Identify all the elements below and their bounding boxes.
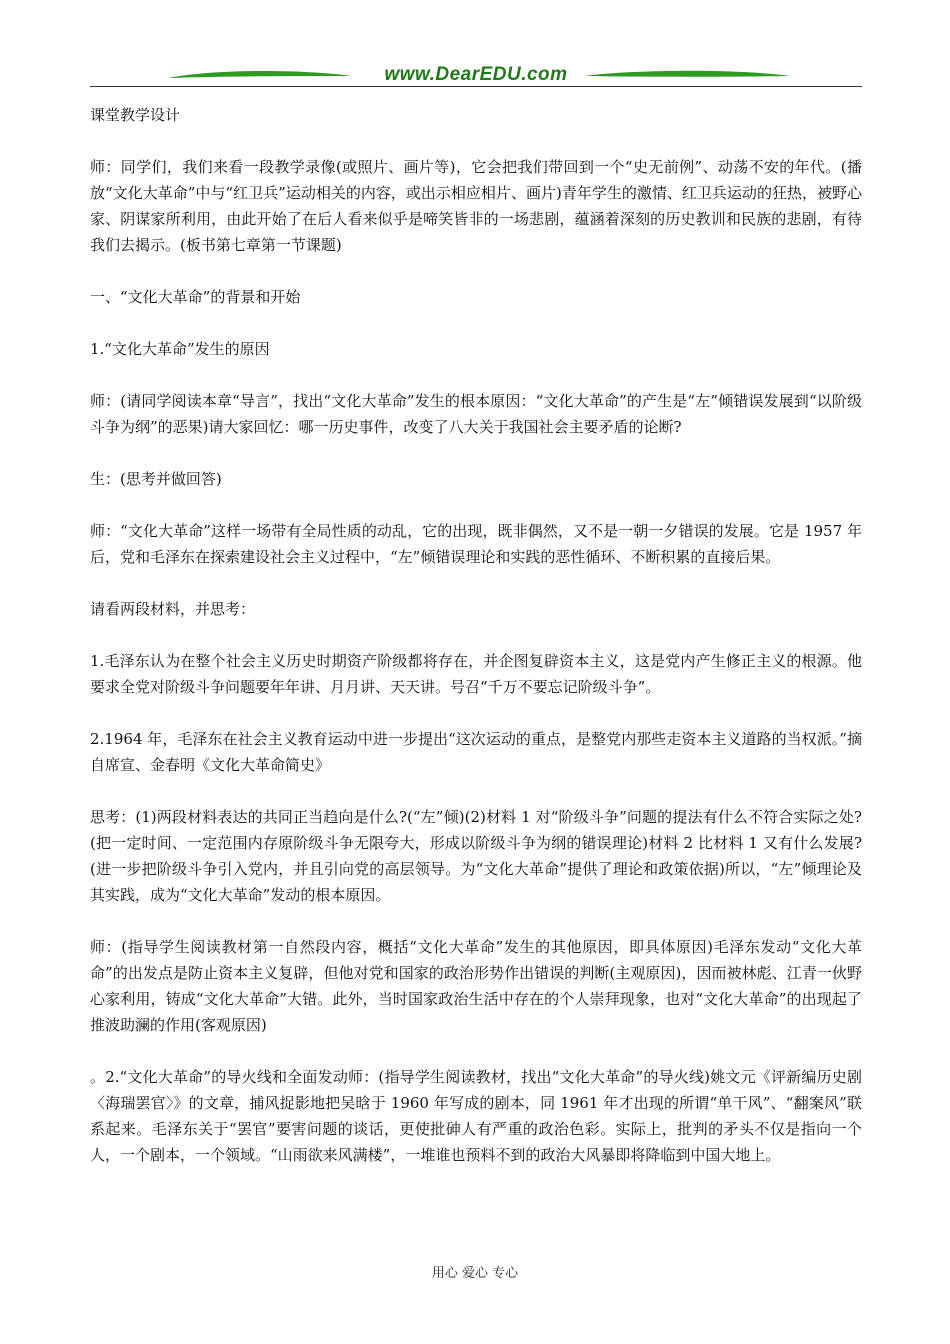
doc-title: 课堂教学设计 — [90, 106, 181, 124]
site-logo[interactable]: www.DearEDU.com — [384, 64, 568, 85]
paragraph: 。2.“文化大革命”的导火线和全面发动师：(指导学生阅读教材，找出“文化大革命”的导火线)姚文元《评新编历史剧〈海瑞罢官〉》的文章，捕风捉影地把吴晗于 1960 年写成的剧本，同 1961 年才出现的所谓“单干风”、“翻案风”联系起来。毛泽东关于“罢官”要害问题的谈话，更使批砷人有严重的政治色彩。实际上，批判的矛头不仅是指向一个人，一个剧本，一个领域。“山雨欲来风满楼”，一堆谁也预料不到的政治大风暴即将降临到中国大地上。 — [90, 1068, 862, 1164]
paragraph: 生：(思考并做回答) — [90, 470, 222, 488]
paragraph-questions: 思考：(1)两段材料表达的共同正当趋向是什么?(“左”倾)(2)材料 1 对“阶级斗争”问题的提法有什么不符合实际之处?(把一定时间、一定范围内存原阶级斗争无限夸大，形成以阶级斗争为纲的错误理论)材料 2 比材料 1 又有什么发展?(进一步把阶级斗争引入党内，并且引向党的高层领导。为“文化大革命”提供了理论和政策依据)所以，“左”倾理论及其实践，成为“文化大革命”发动的根本原因。 — [90, 808, 862, 904]
page-footer: 用心 爱心 专心 — [431, 1266, 519, 1281]
paragraph: 师：(指导学生阅读教材第一自然段内容，概括“文化大革命”发生的其他原因，即具体原因)毛泽东发动“文化大革命”的出发点是防止资本主义复辟，但他对党和国家的政治形势作出错误的判断(主观原因)，因而被林彪、江青一伙野心家利用，铸成“文化大革命”大错。此外，当时国家政治生活中存在的个人崇拜现象，也对“文化大革命”的出现起了推波助澜的作用(客观原因) — [90, 938, 862, 1034]
paragraph: 师：(请同学阅读本章“导言”，找出“文化大革命”发生的根本原因：“文化大革命”的产生是“左”倾错误发展到“以阶级斗争为纲”的恶果)请大家回忆：哪一历史事件，改变了八大关于我国社会主要矛盾的论断? — [90, 392, 862, 436]
document-body — [90, 102, 862, 1168]
paragraph: 师：“文化大革命”这样一场带有全局性质的动乱，它的出现，既非偶然，又不是一朝一夕错误的发展。它是 1957 年后，党和毛泽东在探索建设社会主义过程中，“左”倾错误理论和实践的恶性循环、不断积累的直接后果。 — [90, 522, 862, 566]
section-heading: 一、“文化大革命”的背景和开始 — [90, 288, 301, 306]
subsection-heading: 1.“文化大革命”发生的原因 — [90, 340, 270, 358]
page-header — [90, 60, 862, 90]
header-rule — [90, 86, 862, 87]
material-2: 2.1964 年，毛泽东在社会主义教育运动中进一步提出“这次运动的重点，是整党内那些走资本主义道路的当权派。”摘自席宣、金春明《文化大革命简史》 — [90, 730, 862, 774]
material-1: 1.毛泽东认为在整个社会主义历史时期资产阶级都将存在，并企图复辟资本主义，这是党内产生修正主义的根源。他要求全党对阶级斗争问题要年年讲、月月讲、天天讲。号召“千万不要忘记阶级斗争”。 — [90, 652, 862, 696]
paragraph-intro: 师：同学们，我们来看一段教学录像(或照片、画片等)，它会把我们带回到一个“史无前例”、动荡不安的年代。(播放“文化大革命”中与“红卫兵”运动相关的内容，或出示相应相片、画片)青年学生的激情、红卫兵运动的狂热，被野心家、阴谋家所利用，由此开始了在后人看来似乎是啼笑皆非的一场悲剧，蕴涵着深刻的历史教训和民族的悲剧，有待我们去揭示。(板书第七章第一节课题) — [90, 158, 862, 254]
paragraph: 请看两段材料，并思考： — [90, 600, 256, 618]
